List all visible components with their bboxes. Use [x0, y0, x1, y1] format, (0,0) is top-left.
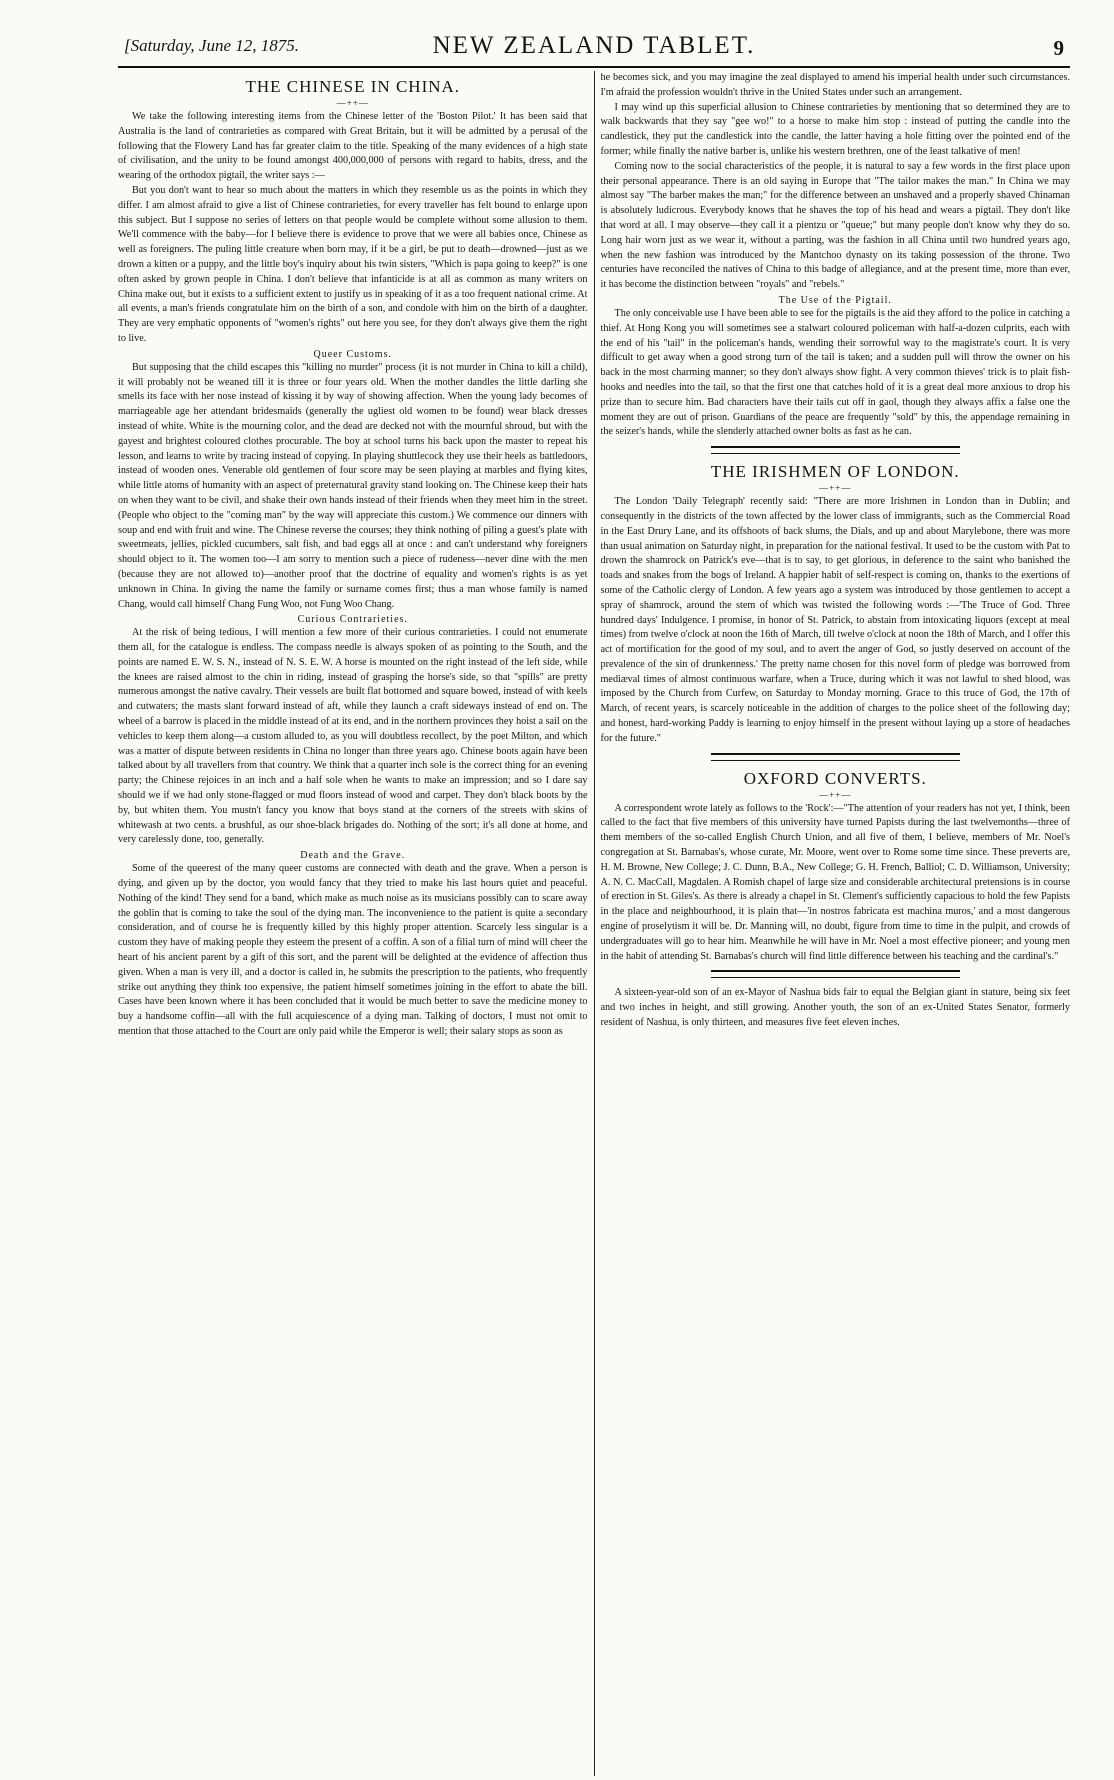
- newspaper-title: NEW ZEALAND TABLET.: [432, 32, 756, 59]
- section-divider: [711, 446, 961, 454]
- chinese-paragraph: But you don't want to hear so much about the matters in which they resemble us as the points in which they differ. I am almost afraid to give a list of Chinese contrarieties, for every traveller has felt bound to enlarge upon this subject. But I suppose no series of letters on that people would be complete without some allusion to them. We'll commence with the baby—for I believe there is evidence to prove that we were all babies once, Chinese as well as foreigners. The puling little creature when born may, if it be a girl, be put to death—drowned—just as we drown a kitten or a puppy, and the little boy's inquiry about his twin sisters, "Which is papa going to keep?" is one often asked by grown people in China. I don't believe that infanticide is at all as common as many writers on China make out, but it exists to a sufficient extent to justify us in speaking of it as a too frequent national crime. At all events, a man's friends congratulate him on the birth of a son, and condole with him on the birth of a daughter. They are very emphatic opponents of "women's rights" out here you see, for they don't always give them the right to live.: [118, 184, 588, 344]
- chinese-paragraph: We take the following interesting items from the Chinese letter of the 'Boston Pilot.' It has been said that Australia is the land of contrarieties as compared with Great Britain, but it will be admitted by a perusal of the following that the Flowery Land has far greater claim to the title. Speaking of the many evidences of a high state of civilisation, and the unity to be found amongst 400,000,000 of persons with regard to habits, dress, and the wearing of the orthodox pigtail, the writer says :—: [118, 111, 588, 182]
- chinese-paragraph: he becomes sick, and you may imagine the zeal displayed to amend his imperial health under such circumstances. I'm afraid the profession wouldn't thrive in the United States under such an arrangement.: [600, 72, 1070, 98]
- left-column: [118, 71, 588, 1776]
- title-ornament: —++—: [819, 483, 852, 494]
- section-divider: [711, 753, 961, 761]
- article-title-oxford: OXFORD CONVERTS.: [743, 768, 927, 788]
- chinese-paragraph: The only conceivable use I have been able to see for the pigtails is the aid they afford to the police in catching a thief. At Hong Kong you will sometimes see a stalwart coloured policeman with half-a-dozen culprits, each with the end of his "tail" in the policeman's hands, wending their sorrowful way to the magistrate's court. It is very difficult to get away when a good strong turn of the tail is taken; and a sudden pull will throw the owner on his back in the most charming manner; so they don't always show fight. A very common thieves' trick is to plait fish-hooks and needles into the tail, so that the first one that catches hold of it is a great deal more anxious to drop his prize than to secure him. Bad characters have their tails cut off in gaol, though they always affix a false one the moment they are out of prison. Guardians of the peace are frequently "sold" by this, the appendage remaining in the seizer's hands, while the slenderly attached owner bolts as fast as he can.: [600, 307, 1070, 438]
- chinese-paragraph: Coming now to the social characteristics of the people, it is natural to say a few words in the first place upon their personal appearance. There is an old saying in Europe that "The tailor makes the man." In China we may almost say "The barber makes the man;" for the difference between an unshaved and a properly shaved Chinaman is absolutely ludicrous. Everybody knows that he shaves the top of his head and wears a pigtail. They don't like that word at all. I may observe—they call it a pientzu or "queue;" but many people don't know why they do so. Long hair worn just as we wear it, without a parting, was the fashion in all China until two hundred years ago, when the new fashion was introduced by the Mantchoo dynasty on its taking possession of the throne. Two centuries have reconciled the natives of China to this badge of allegiance, and at the present time, more than ever, it has become the distinction between "royals" and "rebels.": [600, 160, 1070, 291]
- page-number: 9: [1053, 36, 1064, 60]
- subheading-queer-customs: Queer Customs.: [313, 348, 392, 360]
- article-title-chinese: THE CHINESE IN CHINA.: [245, 77, 461, 96]
- title-ornament: —++—: [819, 789, 852, 800]
- right-column: [601, 71, 1071, 1776]
- chinese-paragraph: But supposing that the child escapes this "killing no murder" process (it is not murder in China to kill a child), it will probably not be weaned till it is three or four years old. When the mother dandles the little darling she smells its face with her nose instead of kissing it by way of showing affection. When the young lady becomes of marriageable age her attendant bridesmaids (generally the ugliest old women to be found) wear black dresses instead of white. White is the mourning color, and the dead are decked not with the mournful shroud, but with the gayest and brightest coloured clothes procurable. The boy at school turns his back upon the master to repeat his lesson, and learns to write by tracing instead of copying. In playing shuttlecock they use their heels as battledoors, instead of wooden ones. Venerable old gentlemen of four score may be seen playing at marbles and flying kites, while little atoms of humanity with an aspect of preternatural gravity stand looking on. The Chinese keep their hats on when they want to be civil, and shake their own hands instead of their friends when they meet him in the street. (People who object to the "coming man" by the way will appreciate this custom.) We commence our dinners with soup and end with fruit and wine. The Chinese reverse the courses; they think nothing of piling a guest's plate with sweetmeats, jellies, pickled cucumbers, salt fish, and bad eggs all at once : and can't understand why foreigners should object to it. The women too—I am sorry to mention such a piece of rudeness—never dine with the men (because they are not allowed to)—another proof that the doctrine of equality and women's rights is as yet unknown in China. In giving the name the family or surname comes first; thus a man whose family is named Chang, would call himself Chang Fung Woo, not Fung Woo Chang.: [118, 361, 588, 610]
- chinese-paragraph: Some of the queerest of the many queer customs are connected with death and the grave. When a person is dying, and given up by the doctor, you would fancy that they tried to make his last hours quiet and peaceful. Nothing of the kind! They send for a band, which make as much noise as its musicians possibly can to scare away the goblin that is coming to take the soul of the dying man. The inconvenience to the patient is quite a secondary consideration, and of course he is frequently killed by this highly proper attention. Scarcely less singular is a custom they have of making people they esteem the present of a coffin. A son of a filial turn of mind will cheer the heart of his ancient parent by a gift of this sort, and the parent will be delighted at the evidence of affection thus given. When a man is very ill, and a doctor is called in, he submits the prescription to the patients, who frequently strike out anything they think too expensive, the patient himself sometimes joining in the effort to abate the bill. Cases have been known where it has been concluded that it would be much better to save the medicine money to buy a handsome coffin—all with the full acquiescence of a dying man. Talking of doctors, I must not omit to mention that those attached to the Court are only paid while the Emperor is well; their salary stops as soon as: [118, 863, 588, 1038]
- irishmen-paragraph: The London 'Daily Telegraph' recently said: "There are more Irishmen in London than in Dublin; and consequently in the districts of the town affected by the lower class of immigrants, such as the Commercial Road in the East Drury Lane, and its offshoots of back slums, the Dials, and up and about Marylebone, there was more than usual animation on Saturday night, in preparation for the national festival. It used to be the custom with Pat to drown the shamrock on Patrick's eve—that is to say, to get glorious, in deference to the saint who banished the toads and snakes from the bogs of Ireland. A happier habit of self-respect is coming on, thanks to the exertions of some of the Catholic clergy of London. A few years ago a system was introduced by those gentlemen to accept a spray of shamrock, around the stem of which was twisted the following words :—'The Truce of God. Three hundred days' Indulgence. I promise, in honor of St. Patrick, to abstain from intoxicating liquors (except at meal times) from twelve o'clock at noon the 16th of March, till twelve o'clock at noon the 18th of March, and I offer this act of mortification for the good of my soul, and to avert the anger of God, so justly deserved on account of the prevalence of the sin of drunkenness.' The pretty name chosen for this novel form of pledge was borrowed from mediæval times of almost continuous warfare, when a Truce, during which it was not lawful to shed blood, was imposed by the Church from Curfew, on Saturday to Monday morning. Grace to this truce of God, the 17th of March, of recent years, is scarcely noticeable in the addition of charges to the police sheet of the following day; and honest, hard-working Paddy is learning to enjoy himself in the present without laying up a store of headaches for the future.": [600, 496, 1070, 744]
- chinese-paragraph: I may wind up this superficial allusion to Chinese contrarieties by mentioning that so determined they are to walk backwards that they say "gee wo!" to a horse to make him stop : instead of putting the candle into the candlestick, they put the candlestick into the candle, the latter having a hole fitting over the pointed end of the former; while finally the native barber is, unlike his western brethren, one of the least talkative of men!: [600, 101, 1070, 157]
- columns: [118, 71, 1070, 1776]
- subheading-use-of-pigtail: The Use of the Pigtail.: [778, 294, 892, 306]
- chinese-paragraph: At the risk of being tedious, I will mention a few more of their curious contrarieties. I could not enumerate them all, for the catalogue is endless. The compass needle is always spoken of as pointing to the South, and the points are named E. W. S. N., instead of N. S. E. W. A horse is mounted on the right instead of the left side, while the knees are raised almost to the chin in riding, instead of grasping the horse's side, so that "spills" are pretty numerous amongst the native cavalry. Their vessels are built flat bottomed and square bowed, instead of with keels and cutwaters; the masts slant forward instead of aft, while they launch a craft sideways instead of end on. The wheel of a barrow is placed in the middle instead of at its end, and in the northern provinces they hoist a sail on the vehicles to keep them along—a custom alluded to, as you will doubtless recollect, by the poet Milton, and which was a matter of dispute between residents in China no longer than three years ago. Chinese boots again have been talked about by all travellers from that country. We think that a quarter inch sole is the correct thing for an evening party; the Chinese rejoices in an inch and a half sole when he wants to make an impression; and so I dare say should we if we had only stone-flagged or mud floors instead of wood and carpet. They don't black boots by the by, but whiten them. You mustn't fancy you know that boys stand at the corners of the streets with skins of whitewash at two cents. a brushful, as our shoe-black brigades do. Nothing of the sort; it's all done at home, and very carelessly done, too, generally.: [118, 627, 588, 846]
- nashua-paragraph: A sixteen-year-old son of an ex-Mayor of Nashua bids fair to equal the Belgian giant in stature, being six feet and two inches in height, and still growing. Another youth, the son of an ex-United States Senator, formerly resident of Nashua, is only thirteen, and measures five feet eleven inches.: [600, 987, 1070, 1029]
- issue-date: [Saturday, June 12, 1875.: [124, 36, 300, 55]
- subheading-curious-contrarieties: Curious Contrarieties.: [297, 614, 408, 626]
- article-title-irishmen: THE IRISHMEN OF LONDON.: [710, 462, 960, 482]
- title-ornament: —++—: [336, 98, 369, 108]
- section-divider: [711, 970, 961, 978]
- oxford-paragraph: A correspondent wrote lately as follows to the 'Rock':—"The attention of your readers has not yet, I think, been called to the fact that five members of this university have turned Papists during the last twelvemonths—three of them members of the so-called English Church Union, and all five of them, I believe, members of Mr. Noel's congregation at St. Barnabas's, whose curate, Mr. Moore, went over to Rome some time since. These preverts are, H. M. Browne, New College; J. C. Dunn, B.A., New College; G. H. French, Balliol; C. D. Williamson, University; A. N. C. MacCall, Magdalen. A Romish chapel of large size and considerable architectural pretensions is in course of erection in St. Giles's. As there is already a chapel in St. Clement's sufficiently capacious to hold the few Papists in the place and neighbourhood, it is plain that—'in nostros fabricata est machina muros,' and a most dangerous engine of proselytism it will be. Dr. Manning will, no doubt, figure from time to time in the pulpit, and crowds of undergraduates will go to hear him. Meanwhile he will have in Mr. Noel a most effective pioneer; and young men in the habit of attending St. Barnabas's church will find little difference between his teaching and the cardinal's.": [600, 802, 1070, 962]
- masthead: [118, 30, 1070, 68]
- subheading-death-and-grave: Death and the Grave.: [300, 850, 406, 862]
- column-divider: [594, 71, 595, 1776]
